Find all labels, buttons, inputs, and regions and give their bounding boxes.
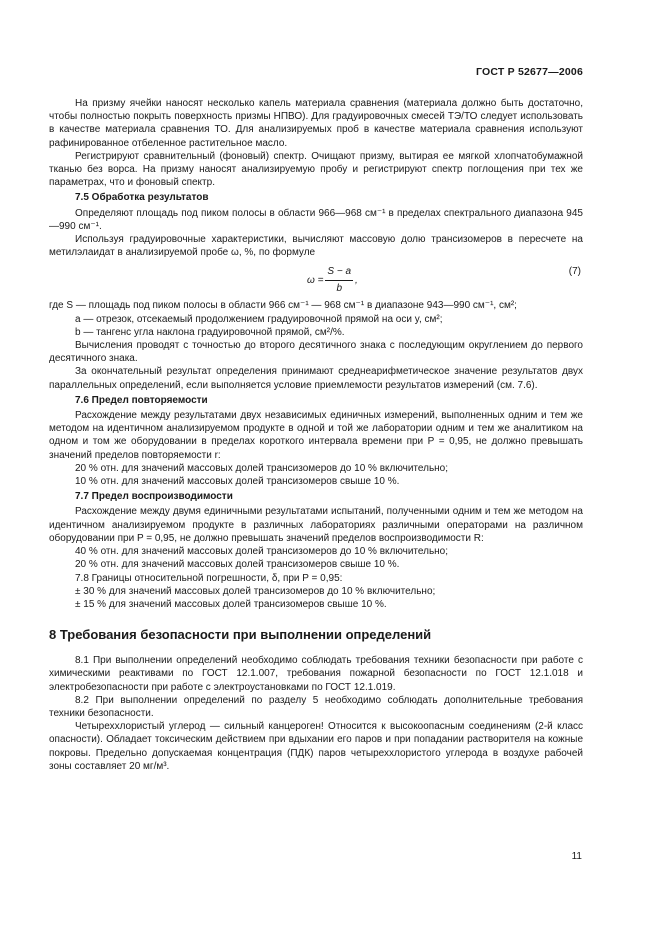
formula-tail: , bbox=[355, 274, 358, 286]
paragraph: Используя градуировочные характеристики, вычисляют массовую долю трансизомеров в пересчете на метилэлаидат в анализируемой пробе ω, %, по формуле bbox=[49, 234, 583, 259]
paragraph: За окончательный результат определения принимают среднеарифметическое значение результатов двух параллельных определений, если выполняется условие приемлемости результатов измерений (см. 7.6). bbox=[49, 366, 583, 391]
section-title-7-5: 7.5 Обработка результатов bbox=[75, 192, 209, 204]
definition-a: a — отрезок, отсекаемый продолжением градуировочной прямой на оси y, см²; bbox=[75, 313, 443, 325]
section-title-8: 8 Требования безопасности при выполнении определений bbox=[49, 627, 432, 643]
formula-numerator: S − a bbox=[325, 265, 353, 280]
definition-b: b — тангенс угла наклона градуировочной прямой, см²/%. bbox=[75, 326, 345, 338]
page-number: 11 bbox=[571, 851, 582, 862]
definition-s: где S — площадь под пиком полосы в области 966 см⁻¹ — 968 см⁻¹ в диапазоне 943—990 см⁻¹, см²; bbox=[49, 300, 517, 312]
document-body bbox=[49, 97, 583, 773]
formula-number: (7) bbox=[568, 266, 581, 278]
list-item: ± 30 % для значений массовых долей трансизомеров до 10 % включительно; bbox=[75, 585, 436, 597]
list-item: ± 15 % для значений массовых долей трансизомеров свыше 10 %. bbox=[75, 598, 387, 610]
list-item: 40 % отн. для значений массовых долей трансизомеров до 10 % включительно; bbox=[75, 546, 449, 558]
section-7-8: 7.8 Границы относительной погрешности, δ, при P = 0,95: bbox=[75, 572, 343, 584]
paragraph: На призму ячейки наносят несколько капель материала сравнения (материала должно быть достаточно, чтобы полностью покрыть поверхность призмы НПВО). Для градуировочных смесей ТЭ/ТО следует использовать в качестве материала сравнения ТО. Для анализируемых проб в качестве материала сравнения используют рафинированное отбеленное растительное масло. bbox=[49, 98, 583, 149]
formula-7 bbox=[49, 263, 583, 297]
section-title-7-7: 7.7 Предел воспроизводимости bbox=[75, 491, 233, 503]
paragraph: 8.1 При выполнении определений необходимо соблюдать требования техники безопасности при работе с химическими реактивами по ГОСТ 12.1.007, требования пожарной безопасности по ГОСТ 12.1.018 и электробезопасности при работе с электроустановками по ГОСТ 12.1.019. bbox=[49, 655, 583, 693]
paragraph: Расхождение между двумя единичными результатами испытаний, полученными одним и тем же методом на идентичном анализируемом продукте в различных лабораториях различными операторами на различном оборудовании при P = 0,95, не должно превышать значений пределов воспроизводимости R: bbox=[49, 506, 583, 544]
document-id-header: ГОСТ Р 52677—2006 bbox=[475, 66, 583, 78]
formula-lhs: ω = bbox=[307, 274, 324, 286]
list-item: 10 % отн. для значений массовых долей трансизомеров свыше 10 %. bbox=[75, 476, 400, 488]
formula-denominator: b bbox=[336, 282, 342, 294]
paragraph: Четыреххлористый углерод — сильный канцероген! Относится к высокоопасным соединениям (2-й класс опасности). Обладает токсическим действием при вдыхании его паров и при попадании растворителя на кожные покровы. Предельно допускаемая концентрация (ПДК) паров четыреххлористого углерода в воздухе рабочей зоны составляет 20 мг/м³. bbox=[49, 721, 583, 772]
list-item: 20 % отн. для значений массовых долей трансизомеров свыше 10 %. bbox=[75, 559, 400, 571]
paragraph: Определяют площадь под пиком полосы в области 966—968 см⁻¹ в пределах спектрального диапазона 945—990 см⁻¹. bbox=[49, 207, 583, 232]
formula-expression bbox=[307, 265, 358, 294]
paragraph: Регистрируют сравнительный (фоновый) спектр. Очищают призму, вытирая ее мягкой хлопчатобумажной тканью без ворса. На призму наносят анализируемую пробу и регистрируют спектр поглощения при тех же параметрах, что и фоновый спектр. bbox=[49, 150, 583, 189]
list-item: 20 % отн. для значений массовых долей трансизомеров до 10 % включительно; bbox=[75, 462, 449, 474]
section-title-7-6: 7.6 Предел повторяемости bbox=[75, 394, 208, 406]
paragraph: 8.2 При выполнении определений по разделу 5 необходимо соблюдать дополнительные требования техники безопасности. bbox=[49, 694, 583, 719]
paragraph: Расхождение между результатами двух независимых единичных измерений, выполненных одним и тем же методом на идентичном анализируемом продукте в одной и той же лаборатории одним и тем же аналитиком на одном и том же оборудовании в пределах короткого интервала времени при P = 0,95, не должно превышать значений пределов повторяемости r: bbox=[49, 410, 583, 461]
formula-fraction bbox=[325, 265, 353, 294]
paragraph: Вычисления проводят с точностью до второго десятичного знака с последующим округлением до первого десятичного знака. bbox=[49, 340, 583, 365]
